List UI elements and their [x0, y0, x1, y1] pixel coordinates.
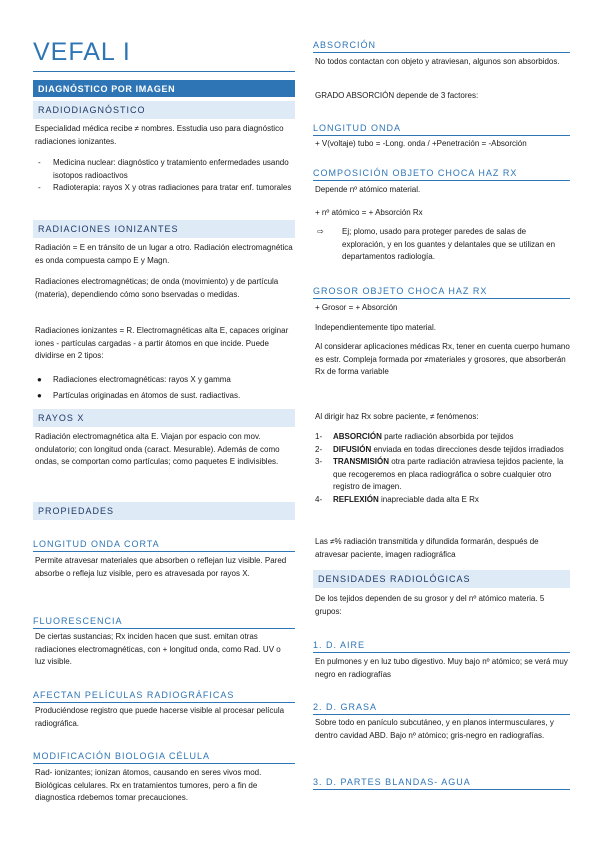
heading-d-grasa: 2. D. GRASA	[313, 702, 570, 715]
paragraph: De los tejidos dependen de su grosor y del nº atómico materia. 5 grupos:	[315, 594, 545, 616]
list-item-text: Radiaciones electromagnéticas: rayos X y gamma	[53, 375, 231, 384]
paragraph: Produciéndose registro que puede hacerse visible al procesar película radiográfica.	[35, 706, 285, 728]
section-bar-diagnostico: DIAGNÓSTICO POR IMAGEN	[33, 80, 295, 97]
heading-longitud-onda-corta: LONGITUD ONDA CORTA	[33, 539, 295, 552]
heading-rayos-x: RAYOS X	[33, 409, 295, 427]
heading-d-aire: 1. D. AIRE	[313, 640, 570, 653]
list-item: - Radioterapia: rayos X y otras radiaciones para tratar enf. tumorales	[38, 183, 292, 192]
paragraph: Radiación electromagnética alta E. Viajan por espacio con mov. ondulatorio; con longitud onda (caract. Mesurable). Además de como ondas, se comportan como partículas; como paquetes E indivisibles.	[35, 432, 280, 466]
list-item: 2- DIFUSIÓN enviada en todas direcciones desde tejidos irradiados	[315, 444, 564, 454]
list-item: 1- ABSORCIÓN parte radiación absorbida por tejidos	[315, 432, 514, 441]
paragraph: Permite atravesar materiales que absorben o reflejan luz visible. Pared absorbe o refleja luz visible, pero es atravesada por rayos X.	[35, 556, 287, 578]
heading-modificacion-biologia: MODIFICACIÓN BIOLOGIA CÉLULA	[33, 751, 295, 764]
paragraph: Depende nº atómico material.	[315, 185, 421, 194]
list-item-text: Medicina nuclear: diagnóstico y tratamiento enfermedades usando isotopos radioactivos	[53, 158, 289, 180]
paragraph: GRADO ABSORCIÓN depende de 3 factores:	[315, 91, 479, 100]
heading-radiodiagnostico: RADIODIAGNÓSTICO	[33, 101, 295, 119]
heading-radiaciones-ionizantes: RADIACIONES IONIZANTES	[33, 220, 295, 238]
paragraph: Independientemente tipo material.	[315, 323, 436, 332]
paragraph: Rad- ionizantes; ionizan átomos, causando en seres vivos mod. Biológicas celulares. Rx en tratamientos tumores, pero a fin de diagnostica rdebemos tomar precauciones.	[35, 768, 262, 802]
paragraph: De ciertas sustancias; Rx inciden hacen que sust. emitan otras radiaciones electromagnéticas, con + longitud onda, como Rad. UV o luz visible.	[35, 632, 281, 666]
heading-d-partes-blandas: 3. D. PARTES BLANDAS- AGUA	[313, 777, 570, 790]
list-item-text: Partículas originadas en átomos de sust. radiactivas.	[53, 390, 241, 400]
paragraph: No todos contactan con objeto y atraviesan, algunos son absorbidos.	[315, 57, 560, 66]
list-item: ● Partículas originadas en átomos de sust. radiactivas.	[37, 390, 241, 400]
list-item: 3- TRANSMISIÓN otra parte radiación atraviesa tejidos paciente, la que recogeremos en placa radiográfica o sobre cualquier otro registro de imagen.	[315, 457, 564, 491]
heading-absorcion: ABSORCIÓN	[313, 40, 570, 53]
heading-grosor-objeto: GROSOR OBJETO CHOCA HAZ RX	[313, 286, 570, 299]
arrow-item-text: Ej; plomo, usado para proteger paredes de salas de exploración, y en los guantes y delantales que se utilizan en departamentos radiología.	[342, 227, 556, 261]
paragraph: + Grosor = + Absorción	[315, 303, 398, 312]
heading-longitud-onda: LONGITUD ONDA	[313, 123, 570, 136]
arrow-right-icon: ⇨	[317, 227, 324, 236]
ionizantes-list	[35, 374, 293, 402]
page-title: VEFAL I	[33, 38, 131, 66]
paragraph: + nº atómico = + Absorción Rx	[315, 208, 423, 217]
title-rule	[33, 71, 295, 72]
paragraph: Radiaciones ionizantes = R. Electromagnéticas alta E, capaces originar iones - partículas cargadas - a partir átomos en que incide. Puede dividirse en 2 tipos:	[35, 326, 289, 360]
paragraph: Las ≠% radiación transmitida y difundida formarán, después de atravesar paciente, imagen radiográfica	[315, 537, 539, 559]
heading-densidades-radiologicas: DENSIDADES RADIOLÓGICAS	[313, 570, 570, 588]
heading-composicion-objeto: COMPOSICIÓN OBJETO CHOCA HAZ RX	[313, 168, 570, 181]
arrow-item	[315, 226, 570, 264]
fenomenos-list	[315, 431, 570, 506]
paragraph: Radiación = E en tránsito de un lugar a otro. Radiación electromagnética es onda compuesta campo E y Magn.	[35, 243, 293, 265]
list-item: ● Radiaciones electromagnéticas: rayos X y gamma	[37, 375, 231, 384]
paragraph: En pulmones y en luz tubo digestivo. Muy bajo nº atómico; se verá muy negro en radiografías	[315, 657, 568, 679]
list-item: 4- REFLEXIÓN inapreciable dada alta E Rx	[315, 494, 479, 504]
heading-propiedades: PROPIEDADES	[33, 502, 295, 520]
paragraph: Especialidad médica recibe ≠ nombres. Esstudia uso para diagnóstico radiaciones ionizantes.	[35, 124, 284, 146]
paragraph: Al considerar aplicaciones médicas Rx, tener en cuenta cuerpo humano es estr. Compleja formada por ≠materiales y grosores, que absorberán Rx de forma variable	[315, 342, 570, 376]
radiodiag-list	[35, 157, 293, 195]
paragraph: Al dirigir haz Rx sobre paciente, ≠ fenómenos:	[315, 412, 479, 421]
list-item-text: Radioterapia: rayos X y otras radiaciones para tratar enf. tumorales	[53, 183, 292, 192]
list-item: - Medicina nuclear: diagnóstico y tratamiento enfermedades usando isotopos radioactivos	[38, 158, 289, 180]
heading-fluorescencia: FLUORESCENCIA	[33, 616, 295, 629]
paragraph: Radiaciones electromagnéticas; de onda (movimiento) y de partícula (materia), dependiendo cómo sono bservadas o medidas.	[35, 277, 279, 299]
paragraph: + V(voltaje) tubo = -Long. onda / +Penetración = -Absorción	[315, 139, 527, 148]
paragraph: Sobre todo en panículo subcutáneo, y en planos intermusculares, y dentro cavidad ABD. Bajo nº atómico; gris-negro en radiografías.	[315, 718, 554, 740]
heading-afectan-peliculas: AFECTAN PELÍCULAS RADIOGRÁFICAS	[33, 690, 295, 703]
